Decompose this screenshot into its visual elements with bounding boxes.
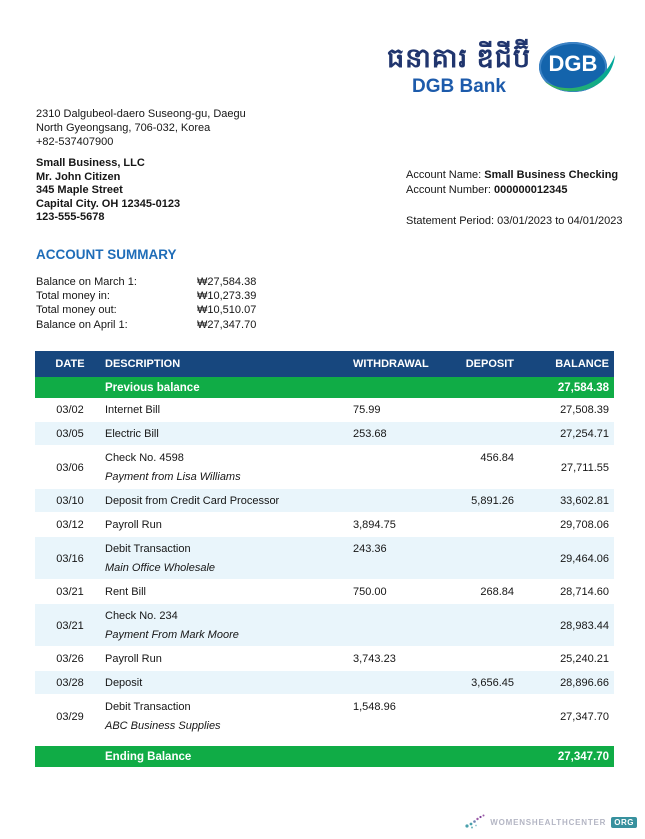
emblem-letters: DGB <box>548 51 598 76</box>
watermark <box>465 813 637 831</box>
header-balance: BALANCE <box>555 358 609 370</box>
cell-balance: 27,508.39 <box>560 404 609 416</box>
cell-date: 03/28 <box>56 677 84 689</box>
summary-label: Total money out: <box>36 304 117 317</box>
bank-name-khmer: ធនាគារ ឌីជីប៊ី <box>386 43 531 73</box>
recipient-line: Small Business, LLC <box>36 157 145 169</box>
summary-value: ₩27,347.70 <box>197 318 257 331</box>
watermark-dots-icon <box>465 813 487 831</box>
account-number-label: Account Number: <box>406 184 495 196</box>
cell-description: Electric Bill <box>105 428 159 440</box>
summary-value: ₩27,584.38 <box>197 276 257 288</box>
recipient-line: Capital City. OH 12345-0123 <box>36 197 181 210</box>
cell-description: Payroll Run <box>105 519 162 531</box>
bank-address-line: 2310 Dalgubeol-daero Suseong-gu, Daegu <box>36 108 246 120</box>
account-info <box>406 168 623 229</box>
statement-period-row <box>406 214 623 229</box>
previous-balance-label: Previous balance <box>105 381 200 394</box>
cell-date: 03/21 <box>56 619 84 632</box>
bank-logo <box>387 40 615 98</box>
cell-withdrawal: 3,894.75 <box>353 519 396 531</box>
table-body <box>35 398 614 738</box>
dgb-emblem-icon <box>539 40 615 96</box>
cell-date: 03/05 <box>56 428 84 440</box>
summary-label: Total money in: <box>36 290 110 303</box>
cell-description: Internet Bill <box>105 404 161 416</box>
table-row <box>35 671 614 695</box>
cell-withdrawal: 253.68 <box>353 428 387 440</box>
transactions-table <box>35 351 614 767</box>
summary-row <box>36 289 356 303</box>
cell-date: 03/16 <box>56 552 84 565</box>
cell-note: Main Office Wholesale <box>105 562 216 574</box>
bank-address <box>36 107 246 149</box>
statement-period-value: 03/01/2023 to 04/01/2023 <box>497 215 623 227</box>
cell-balance: 28,896.66 <box>560 677 609 689</box>
cell-balance: 27,711.55 <box>560 461 609 474</box>
account-number-row <box>406 183 623 198</box>
ending-balance-value: 27,347.70 <box>557 750 609 763</box>
cell-description: Check No. 234 <box>105 610 178 622</box>
cell-date: 03/06 <box>56 461 84 474</box>
recipient-line: Mr. John Citizen <box>36 170 121 183</box>
table-row <box>35 489 614 513</box>
cell-balance: 27,254.71 <box>560 428 609 440</box>
summary-value: ₩10,510.07 <box>197 304 257 317</box>
account-number-value: 000000012345 <box>494 184 568 196</box>
cell-balance: 28,983.44 <box>560 619 609 632</box>
watermark-text: WOMENSHEALTHCENTER <box>490 817 607 827</box>
account-summary-title: ACCOUNT SUMMARY <box>36 247 177 262</box>
previous-balance-value: 27,584.38 <box>557 381 609 394</box>
ending-balance-label: Ending Balance <box>105 750 192 763</box>
cell-deposit: 268.84 <box>480 586 514 598</box>
cell-description: Deposit from Credit Card Processor <box>105 495 280 507</box>
cell-date: 03/12 <box>56 519 84 531</box>
cell-note: ABC Business Supplies <box>105 720 221 732</box>
cell-date: 03/21 <box>56 586 84 598</box>
cell-note: Payment From Mark Moore <box>105 629 239 641</box>
cell-deposit: 5,891.26 <box>471 495 514 507</box>
summary-row <box>36 303 356 317</box>
account-name-row <box>406 168 623 183</box>
table-row <box>35 446 614 489</box>
cell-date: 03/02 <box>56 404 84 416</box>
cell-description: Deposit <box>105 677 143 689</box>
table-row <box>35 513 614 537</box>
cell-date: 03/26 <box>56 653 84 665</box>
cell-description: Rent Bill <box>105 586 146 598</box>
cell-date: 03/29 <box>56 710 84 723</box>
summary-row <box>36 275 356 289</box>
table-row <box>35 580 614 604</box>
table-row <box>35 398 614 422</box>
cell-note: Payment from Lisa Williams <box>105 471 241 483</box>
header-description: DESCRIPTION <box>105 358 181 370</box>
cell-balance: 27,347.70 <box>560 710 609 723</box>
account-summary <box>36 247 356 332</box>
statement-period-label: Statement Period: <box>406 215 498 227</box>
summary-label: Balance on March 1: <box>36 276 137 288</box>
cell-withdrawal: 3,743.23 <box>353 653 396 665</box>
table-row <box>35 422 614 446</box>
cell-balance: 25,240.21 <box>560 653 609 665</box>
cell-withdrawal: 750.00 <box>353 586 387 598</box>
account-name-label: Account Name: <box>406 169 485 181</box>
table-row <box>35 537 614 580</box>
bank-name-english: DGB Bank <box>411 76 506 97</box>
cell-deposit: 456.84 <box>480 452 514 464</box>
table-row <box>35 604 614 647</box>
bank-address-line: +82-537407900 <box>36 136 114 148</box>
summary-row <box>36 318 356 332</box>
header-withdrawal: WITHDRAWAL <box>353 358 429 370</box>
cell-balance: 33,602.81 <box>560 495 609 507</box>
summary-label: Balance on April 1: <box>36 318 128 331</box>
recipient-line: 123-555-5678 <box>36 211 105 223</box>
summary-value: ₩10,273.39 <box>197 290 257 303</box>
cell-balance: 29,464.06 <box>560 552 609 565</box>
cell-withdrawal: 75.99 <box>353 404 381 416</box>
recipient-line: 345 Maple Street <box>36 184 123 196</box>
cell-description: Debit Transaction <box>105 701 191 713</box>
cell-withdrawal: 1,548.96 <box>353 701 396 713</box>
cell-date: 03/10 <box>56 495 84 507</box>
cell-description: Debit Transaction <box>105 543 191 555</box>
account-name-value: Small Business Checking <box>484 169 619 181</box>
cell-withdrawal: 243.36 <box>353 543 387 555</box>
header-deposit: DEPOSIT <box>465 358 514 370</box>
watermark-org-badge: ORG <box>611 817 637 828</box>
table-row <box>35 695 614 738</box>
cell-description: Check No. 4598 <box>105 452 184 464</box>
bank-address-line: North Gyeongsang, 706-032, Korea <box>36 122 211 134</box>
header-date: DATE <box>55 358 85 370</box>
cell-deposit: 3,656.45 <box>471 677 514 689</box>
emblem-swoosh-icon <box>539 40 615 96</box>
recipient-address <box>36 157 180 225</box>
previous-balance-row <box>35 377 614 398</box>
table-header-row <box>35 351 614 377</box>
cell-balance: 28,714.60 <box>560 586 609 598</box>
table-row <box>35 647 614 671</box>
cell-balance: 29,708.06 <box>560 519 609 531</box>
cell-description: Payroll Run <box>105 653 162 665</box>
ending-balance-row <box>35 746 614 767</box>
